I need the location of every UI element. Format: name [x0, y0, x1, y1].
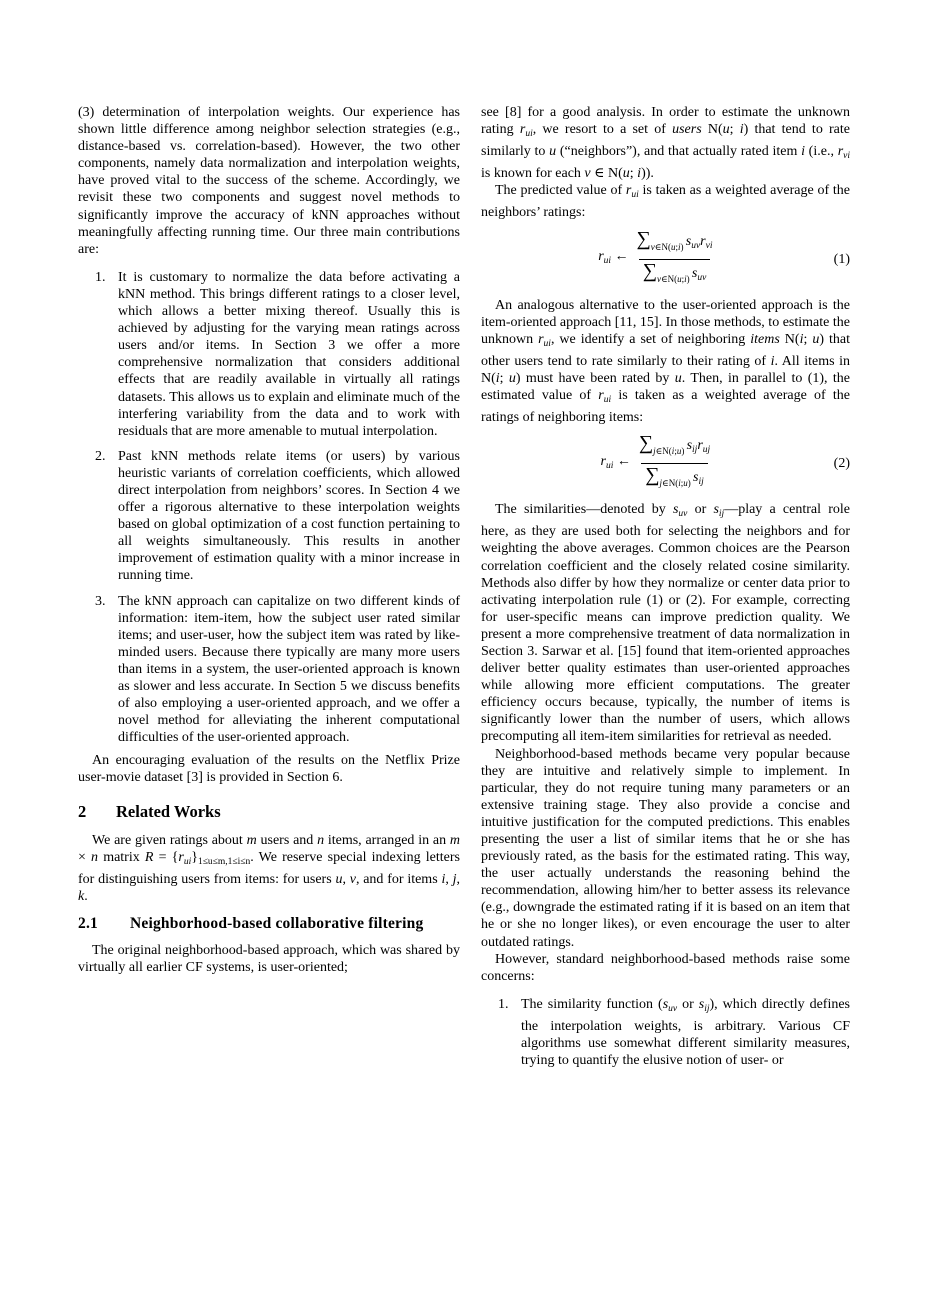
text-segment: j [659, 478, 663, 489]
text-segment: . All items in N( [481, 353, 850, 386]
text-segment: items [750, 331, 780, 347]
text-segment: r [625, 183, 632, 199]
text-segment: —play a central role here, as they are used both for selecting the neighbors and for weighting the above averages. Common choices are the Pearson correlation coefficient and the closely related cosine similarity. Methods also differ by how they normalize or center data prior to activating interpolation rule (1) or (2). For example, correcting for user-specific means can improve prediction quality. We present a more comprehensive treatment of data normalization in Section 3. Sarwar et al. [15] found that item-oriented approaches deliver better quality estimates than user-oriented approaches while allowing more efficient computations. The greater efficiency occurs because, typically, the number of items is significantly lower than the number of users, which allows precomputing all item-item similarities for retrieval as needed. [481, 502, 850, 745]
text-segment: i [495, 370, 500, 386]
list-item-number: 1. [498, 996, 509, 1012]
right-column [481, 104, 850, 1075]
text-segment: n [317, 832, 325, 848]
equation-1 [481, 228, 850, 291]
text-segment: u [622, 166, 630, 182]
text-segment: r [598, 388, 604, 404]
text-segment: u [722, 122, 730, 138]
section-title: Related Works [116, 801, 221, 821]
text-segment: ), which directly defines the interpolation weights, is arbitrary. Various CF algorithms use somewhat different similarity measures, trying to quantify the elusive notion of user- or [521, 996, 851, 1069]
section-number: 2 [78, 801, 87, 821]
text-segment: v [656, 273, 661, 284]
text-segment: , we resort to a set of [532, 122, 673, 138]
text-segment: The predicted value of [495, 183, 626, 199]
text-segment: ∈ N( [590, 166, 623, 182]
text-segment: u [674, 370, 682, 386]
paragraph-item-oriented [481, 297, 850, 427]
text-segment: users and [256, 832, 318, 848]
text-segment: 1≤u≤m,1≤i≤n [197, 856, 251, 867]
text-segment: m [449, 832, 460, 848]
text-segment: matrix [98, 849, 145, 865]
text-segment: i [678, 478, 681, 489]
text-segment: i [684, 273, 687, 284]
text-segment: uj [702, 445, 711, 456]
equation-1-fraction [633, 228, 717, 291]
text-segment: i [799, 331, 804, 347]
text-segment: ) [686, 273, 692, 284]
text-segment: ; [629, 166, 638, 182]
text-segment: u [683, 478, 688, 489]
fraction-denominator [639, 259, 711, 291]
left-column [78, 104, 460, 1075]
text-segment: ∑ [636, 227, 651, 250]
text-segment: ; [681, 273, 685, 284]
subsection-title: Neighborhood-based collaborative filtering [130, 914, 424, 932]
two-column-layout [78, 104, 850, 1075]
text-segment: , we identify a set of neighboring [550, 331, 751, 347]
text-segment: vi [705, 240, 713, 251]
text-segment: We are given ratings about [92, 832, 247, 848]
text-segment: R [144, 849, 154, 865]
text-segment: items, arranged in an [324, 832, 450, 848]
fraction-denominator [641, 463, 707, 495]
text-segment: ← [613, 453, 631, 469]
text-segment: i [801, 144, 805, 160]
text-segment: users [672, 122, 702, 138]
text-segment: r [178, 849, 184, 865]
text-segment: u [549, 144, 557, 160]
paragraph-similarities [481, 501, 850, 745]
text-segment: r [697, 438, 703, 454]
list-item-number: 1. [95, 269, 106, 285]
list-item-text: The kNN approach can capitalize on two different kinds of information: item-item, how the subject user rated similar items; and user-user, how the subject item was rated by like-minded users. Because there typically are many more users than items in a system, the user-oriented approach is known as slower and less accurate. In Section 5 we discuss benefits of also employing a user-oriented approach, and we offer a novel method for alleviating the inherent computational difficulties of the user-oriented approach. [118, 593, 460, 746]
paragraph-user-oriented [481, 104, 850, 182]
text-segment: s [691, 265, 698, 281]
equation-1-lhs [598, 248, 628, 270]
text-segment: (“neighbors”), and that actually rated item [556, 144, 802, 160]
text-segment: N( [701, 122, 723, 138]
text-segment: v [349, 871, 356, 887]
text-segment: is known for each [481, 166, 585, 182]
text-segment: ij [704, 1003, 710, 1014]
text-segment: u [812, 331, 820, 347]
text-segment: N( [779, 331, 800, 347]
text-segment: ) [681, 446, 687, 457]
text-segment: is taken as a weighted average of the neighbors’ ratings: [481, 183, 850, 221]
text-segment: ∑ [638, 432, 654, 455]
list-item-text: Past kNN methods relate items (or users) by various heuristic variants of correlation coefficients, which allowed direct interpolation from neighbors’ scores. In Section 4 we offer a rigorous alternative to these interpolation weights based on global optimization of a cost function pertaining to all weights simultaneously. This results in another improvement of estimation quality with a minor increase in running time. [118, 448, 460, 584]
list-item-contribution-3 [95, 593, 460, 747]
text-segment: s [713, 502, 719, 518]
text-segment: . Then, in parallel to (1), the estimated value of [481, 370, 851, 404]
text-segment: . We reserve special indexing letters for distinguishing users from items: for users [78, 849, 460, 887]
text-segment: ; [803, 331, 813, 347]
list-item-contribution-1 [95, 269, 460, 440]
text-segment: i [441, 871, 446, 887]
text-segment: uv [697, 272, 707, 283]
text-segment: = { [153, 849, 179, 865]
text-segment: ← [611, 249, 629, 265]
subsection-heading-neighborhood-cf [78, 914, 460, 933]
text-segment: i [739, 122, 744, 138]
text-segment: r [600, 453, 606, 469]
text-segment: u [677, 273, 682, 284]
text-segment: j [452, 871, 457, 887]
equation-2-fraction [635, 432, 714, 495]
text-segment: The similarities—denoted by [495, 502, 673, 518]
text-segment: ) that other users tend to rate similarly to their rating of [481, 331, 850, 369]
text-segment: ui [543, 338, 551, 349]
text-segment: v [650, 241, 655, 252]
text-segment: ui [605, 460, 614, 471]
paragraph-concerns-intro: However, standard neighborhood-based methods raise some concerns: [481, 951, 850, 984]
paragraph-original-approach: The original neighborhood-based approach, which was shared by virtually all earlier CF systems, is user-oriented; [78, 942, 460, 976]
text-segment: i [770, 353, 775, 369]
list-item-number: 2. [95, 448, 106, 464]
text-segment: s [685, 233, 692, 249]
text-segment: ∑ [645, 464, 660, 487]
text-segment: r [700, 233, 706, 249]
list-item-concern-1 [498, 996, 850, 1069]
text-segment: s [698, 996, 705, 1012]
text-segment: ) [687, 478, 693, 489]
text-segment: (i.e., [804, 144, 838, 160]
text-segment: r [538, 331, 544, 347]
paragraph-netflix-evaluation: An encouraging evaluation of the results on the Netflix Prize user-movie dataset [3] is provided in Section 6. [78, 753, 460, 786]
text-segment: ; [675, 241, 678, 252]
paragraph-contributions-intro: (3) determination of interpolation weights. Our experience has shown little difference among neighbor selection strategies (e.g., distance-based vs. correlation-based). However, the two other components, namely data normalization and interpolation weights, have proved vital to the success of the scheme. Accordingly, we revisit these two components and suggest novel methods to significantly improve the accuracy of kNN approaches without meaningfully affecting running time. Our three main contributions are: [78, 105, 460, 257]
text-segment: ) [680, 241, 686, 252]
text-segment: ui [603, 395, 612, 406]
text-segment: uv [668, 1003, 678, 1014]
text-segment: i [671, 446, 675, 457]
text-segment: ij [718, 509, 725, 520]
list-item-text: It is customary to normalize the data before activating a kNN method. This brings different ratings to a closer level, which allows a better mixing thereof. Usually this is achieved by adjusting for the varying mean ratings across users and/or items. In Section 3 we offer a more comprehensive normalization that considers additional effects that are readily available in virtually all ratings datasets. This allows us to explain and eliminate much of the interfering variability from the data and to work with residuals that are more amenable to mutual interpolation. [118, 269, 460, 439]
text-segment: n [91, 849, 99, 865]
text-segment: × [78, 849, 92, 865]
text-segment: ij [698, 477, 704, 488]
text-segment: ∈N( [662, 478, 679, 489]
fraction-numerator [633, 228, 717, 259]
paragraph-predicted-value [481, 182, 850, 221]
text-segment: see [8] for a good analysis. In order to estimate the unknown rating [481, 105, 850, 138]
equation-2-lhs [601, 453, 631, 475]
equation-2-number: (2) [833, 456, 850, 472]
text-segment: v [584, 166, 591, 182]
text-segment: i [677, 241, 681, 252]
text-segment: r [519, 122, 526, 138]
text-segment: r [837, 144, 844, 160]
text-segment: ; [674, 446, 677, 457]
text-segment: , and for items [355, 871, 442, 887]
text-segment: ij [692, 445, 698, 456]
text-segment: k [78, 888, 85, 904]
text-segment: u [670, 241, 676, 252]
text-segment: ui [603, 256, 612, 267]
text-segment: ; [680, 478, 684, 489]
text-segment: )). [641, 166, 654, 182]
text-segment: uv [691, 240, 701, 251]
concerns-list [481, 996, 850, 1069]
text-segment: or [687, 502, 714, 518]
text-segment: ∑ [642, 259, 657, 282]
text-segment: ui [525, 129, 533, 140]
text-segment: or [677, 996, 699, 1012]
section-heading-related-works [78, 802, 460, 821]
fraction-numerator [635, 432, 714, 463]
text-segment: , [342, 871, 350, 887]
text-segment: j [653, 446, 656, 457]
contributions-list [78, 269, 460, 747]
text-segment: ; [499, 370, 509, 386]
equation-1-body [481, 228, 834, 291]
text-segment: The similarity function ( [521, 996, 663, 1012]
list-item-text [521, 996, 850, 1069]
text-segment: vi [843, 151, 850, 162]
text-segment: ∈N( [655, 446, 672, 457]
list-item-number: 3. [95, 593, 106, 609]
text-segment: uv [678, 509, 688, 520]
text-segment: ) that tend to rate similarly to [481, 122, 850, 160]
text-segment: i [637, 166, 642, 182]
text-segment: } [191, 849, 198, 865]
text-segment: ∈N( [660, 273, 678, 284]
text-segment: s [662, 996, 669, 1012]
text-segment: ui [631, 190, 639, 201]
paragraph-notation [78, 832, 460, 905]
text-segment: ui [183, 856, 192, 867]
paragraph-popularity: Neighborhood-based methods became very popular because they are intuitive and relatively simple to implement. In particular, they do not require tuning many parameters or an extensive training stage. They also provide a concise and intuitive justification for the computed predictions. This enables presenting the user a list of similar items that he or she has previously rated, as the basis for the estimated rating. This way, the user actually understands the reasoning behind the recommendation, allowing him/her to better assess its relevance (e.g., downgrade the estimated rating if it is based on an item that he or she no longer likes), or even encourage the user to alter outdated ratings. [481, 746, 850, 950]
text-segment: is taken as a weighted average of the ratings of neighboring items: [481, 388, 850, 426]
text-segment: u [335, 871, 343, 887]
text-segment: m [246, 832, 257, 848]
text-segment: s [693, 470, 699, 486]
list-item-contribution-2 [95, 448, 460, 585]
equation-2-body [481, 432, 834, 495]
subsection-number: 2.1 [78, 914, 98, 932]
text-segment: r [598, 249, 604, 265]
text-segment: . [84, 888, 88, 904]
text-segment: An analogous alternative to the user-oriented approach is the item-oriented approach [11, 15]. In those methods, to estimate the unknown [481, 297, 850, 347]
text-segment: , [445, 871, 453, 887]
text-segment: ; [729, 122, 740, 138]
equation-1-number: (1) [833, 251, 850, 267]
text-segment: , [456, 871, 460, 887]
text-segment: ) must have been rated by [515, 370, 675, 386]
equation-2 [481, 432, 850, 495]
text-segment: u [676, 446, 682, 457]
text-segment: ∈N( [654, 241, 671, 252]
text-segment: s [686, 438, 693, 454]
text-segment: u [508, 370, 516, 386]
text-segment: s [672, 502, 679, 518]
